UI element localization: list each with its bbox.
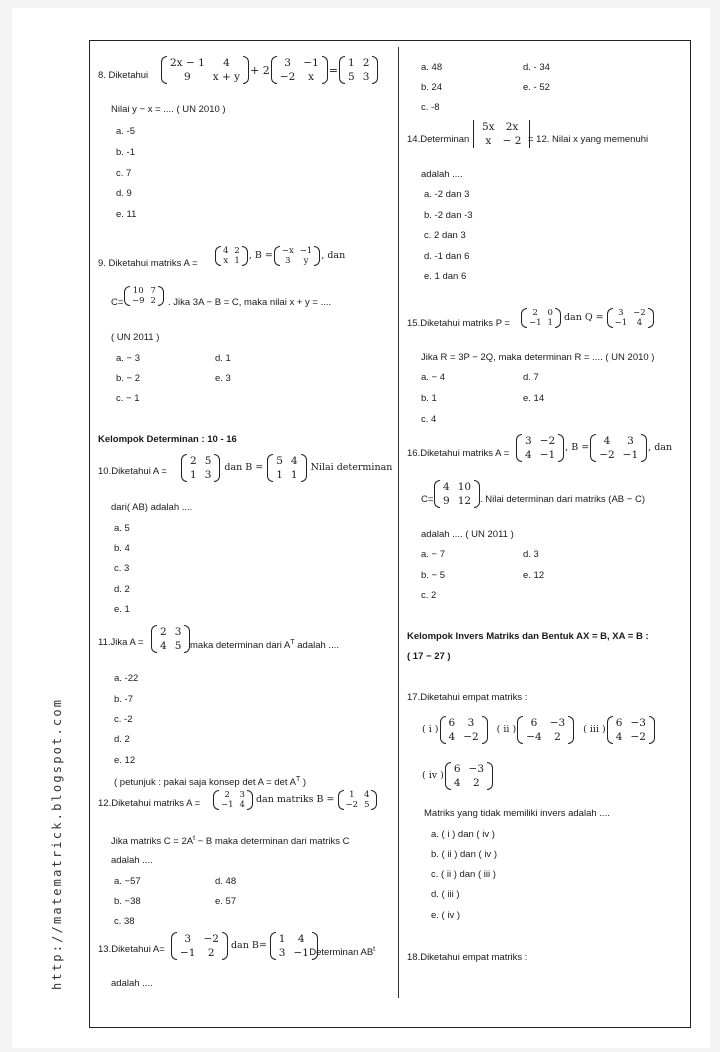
label: ( iv ) xyxy=(422,770,444,781)
matrix-cell: −1 xyxy=(622,449,639,461)
group-heading: Kelompok Determinan : 10 - 16 xyxy=(98,434,237,445)
option: e. 14 xyxy=(523,393,545,404)
matrix-cell: 5 xyxy=(204,455,212,467)
option: a. − 3 xyxy=(116,353,141,364)
matrix-cell: −1 xyxy=(539,449,556,461)
label: dan Q = xyxy=(563,312,604,323)
q17-question: Matriks yang tidak memiliki invers adalah .... xyxy=(424,808,610,819)
matrix xyxy=(521,308,561,328)
matrix-cell: 3 xyxy=(627,435,634,447)
q16-c-label: C= xyxy=(421,494,434,505)
matrix-cell: 3 xyxy=(184,933,192,945)
matrix xyxy=(151,625,190,653)
matrix-cell: 6 xyxy=(453,763,461,775)
q13-matrices xyxy=(170,932,319,960)
q16-label: 16.Diketahui matriks A = xyxy=(407,448,510,459)
matrix-cell: 9 xyxy=(184,71,191,83)
matrix xyxy=(434,480,480,508)
matrix-cell: 3 xyxy=(204,469,212,481)
matrix-cell: −2 xyxy=(345,800,359,810)
matrix-cell: 9 xyxy=(443,495,450,507)
matrix-cell: x + y xyxy=(212,71,241,83)
label: ( ii ) xyxy=(496,724,517,735)
matrix xyxy=(215,246,248,266)
option: a. -2 dan 3 xyxy=(424,189,470,200)
option: e. 1 dan 6 xyxy=(424,271,467,282)
matrix-cell: −3 xyxy=(549,717,566,729)
option: c. -2 xyxy=(114,714,133,725)
matrix-cell: 2 xyxy=(160,626,167,638)
option: b. 4 xyxy=(114,543,130,554)
label: , dan xyxy=(648,442,673,453)
matrix-cell: x xyxy=(223,256,229,266)
matrix-cell: −1 xyxy=(614,318,628,328)
matrix-cell: 1 xyxy=(278,933,286,945)
q10-label: 10.Diketahui A = xyxy=(98,466,167,477)
q8-question: Nilai y − x = .... ( UN 2010 ) xyxy=(111,104,226,115)
option: d. 7 xyxy=(523,372,539,383)
matrix-cell: −1 xyxy=(529,318,542,328)
option: d. 1 xyxy=(215,353,231,364)
option: d. 9 xyxy=(116,188,132,199)
option: b. − 5 xyxy=(421,570,446,581)
matrix-cell: 3 xyxy=(278,947,286,959)
matrix-cell: −1 xyxy=(299,246,313,256)
matrix-cell: −1 xyxy=(293,947,309,959)
matrix-cell: 1 xyxy=(276,469,283,481)
column-divider xyxy=(398,47,399,998)
q13-question-end: adalah .... xyxy=(111,978,153,989)
option: d. -1 dan 6 xyxy=(424,251,470,262)
label: dan matriks B = xyxy=(255,794,335,805)
matrix-cell: −x xyxy=(281,246,294,256)
q10-matrices xyxy=(180,454,392,482)
label: , dan xyxy=(321,250,346,261)
text: ( petunjuk : pakai saja konsep det A = det A xyxy=(114,777,296,789)
option: e. 3 xyxy=(215,373,231,384)
q17-matrices-row1 xyxy=(422,716,656,744)
matrix-cell: 4 xyxy=(364,790,370,800)
operator: = xyxy=(328,63,338,77)
matrix xyxy=(607,716,655,744)
matrix-cell: 5 xyxy=(174,640,182,652)
matrix-cell: 2 xyxy=(207,947,215,959)
q8-label: 8. Diketahui xyxy=(98,70,149,81)
matrix-cell: 6 xyxy=(448,717,456,729)
matrix-cell: − 2 xyxy=(502,135,522,147)
text: maka determinan dari A xyxy=(190,640,291,652)
matrix-cell: −1 xyxy=(221,800,234,810)
matrix-cell: −2 xyxy=(539,435,556,447)
q14-determinant xyxy=(472,120,531,148)
option: c. 4 xyxy=(421,414,437,425)
matrix-cell: x xyxy=(485,135,492,147)
q11-matrix xyxy=(150,625,191,653)
matrix-cell: −2 xyxy=(203,933,219,945)
option: c. − 1 xyxy=(116,393,140,404)
matrix-cell: 7 xyxy=(150,286,156,296)
label: ( iii ) xyxy=(583,724,606,735)
matrix xyxy=(274,246,320,266)
q15-question: Jika R = 3P − 2Q, maka determinan R = .... ( UN 2010 ) xyxy=(421,352,655,363)
matrix-cell: 3 xyxy=(467,717,475,729)
q16-matrices xyxy=(515,434,672,462)
q17-label: 17.Diketahui empat matriks : xyxy=(407,692,528,703)
matrix xyxy=(267,454,306,482)
option: b. 1 xyxy=(421,393,437,404)
option: e. 12 xyxy=(114,755,136,766)
matrix-cell: −4 xyxy=(526,731,542,743)
q9-c-matrix xyxy=(123,286,165,306)
option: b. − 2 xyxy=(116,373,141,384)
matrix-cell: 2 xyxy=(150,296,156,306)
matrix-cell: 4 xyxy=(443,481,450,493)
matrix xyxy=(440,716,488,744)
matrix xyxy=(171,932,228,960)
option: b. 24 xyxy=(421,82,443,93)
option: e. ( iv ) xyxy=(431,910,461,921)
label: Nilai determinan xyxy=(310,462,393,473)
option: e. 12 xyxy=(523,570,545,581)
matrix-cell: −2 xyxy=(633,308,646,318)
matrix xyxy=(161,56,249,84)
option: c. 38 xyxy=(114,916,135,927)
option: c. -8 xyxy=(421,102,440,113)
option: c. 3 xyxy=(114,563,130,574)
option: d. 3 xyxy=(523,549,539,560)
matrix xyxy=(213,790,253,810)
operator: + 2 xyxy=(250,63,270,77)
q17-matrices-row2 xyxy=(422,762,494,790)
matrix-cell: 5x xyxy=(482,121,495,133)
text: ) xyxy=(300,777,307,789)
option: c. 7 xyxy=(116,168,132,179)
superscript: t xyxy=(373,946,376,953)
matrix-cell: 4 xyxy=(453,777,461,789)
matrix-cell: 1 xyxy=(190,469,197,481)
superscript: t xyxy=(193,835,196,842)
matrix-cell: 2 xyxy=(472,777,480,789)
matrix-cell: 2x − 1 xyxy=(170,57,205,69)
matrix-cell: 3 xyxy=(362,71,370,83)
page-frame xyxy=(89,40,691,1028)
matrix-cell: 4 xyxy=(290,455,298,467)
determinant xyxy=(473,120,530,148)
q9-matrices xyxy=(214,246,345,266)
q16-source: adalah .... ( UN 2011 ) xyxy=(421,529,514,540)
label: dan B= xyxy=(230,940,267,951)
option: c. 2 xyxy=(421,590,437,601)
matrix xyxy=(271,56,328,84)
q10-question: dari( AB) adalah .... xyxy=(111,502,193,513)
option: d. 48 xyxy=(215,876,237,887)
option: a. − 7 xyxy=(421,549,446,560)
matrix-cell: 1 xyxy=(290,469,298,481)
q9-c-label: C= xyxy=(111,297,124,308)
matrix-cell: 5 xyxy=(348,71,355,83)
option: b. -2 dan -3 xyxy=(424,210,473,221)
matrix-cell: 12 xyxy=(457,495,472,507)
option: a. 48 xyxy=(421,62,443,73)
q15-label: 15.Diketahui matriks P = xyxy=(407,318,511,329)
q11-label: 11.Jika A = xyxy=(98,637,144,648)
option: d. ( iii ) xyxy=(431,889,460,900)
matrix-cell: 1 xyxy=(348,57,355,69)
q11-hint xyxy=(114,774,306,789)
superscript: T xyxy=(290,639,295,646)
q15-matrices xyxy=(520,308,655,328)
matrix-cell: 4 xyxy=(525,449,532,461)
matrix-cell: 10 xyxy=(457,481,472,493)
option: e. - 52 xyxy=(523,82,550,93)
text: adalah .... xyxy=(294,640,339,652)
label: ( i ) xyxy=(422,724,439,735)
matrix-cell: −2 xyxy=(279,71,296,83)
matrix-cell: 3 xyxy=(174,626,182,638)
matrix-cell: 4 xyxy=(297,933,305,945)
matrix-cell: −9 xyxy=(132,296,145,306)
option: b. -1 xyxy=(116,147,136,158)
matrix xyxy=(516,434,564,462)
matrix xyxy=(338,790,378,810)
q11-question xyxy=(190,637,339,652)
matrix xyxy=(607,308,654,328)
matrix-cell: 5 xyxy=(276,455,283,467)
group-heading: Kelompok Invers Matriks dan Bentuk AX = B, XA = B : xyxy=(407,631,649,642)
option: a. −57 xyxy=(114,876,141,887)
option: a. -22 xyxy=(114,673,139,684)
matrix-cell: 3 xyxy=(525,435,532,447)
matrix-cell: 2x xyxy=(505,121,519,133)
matrix-cell: 10 xyxy=(132,286,144,296)
matrix-cell: 3 xyxy=(239,790,245,800)
matrix-cell: 6 xyxy=(530,717,538,729)
side-watermark: http://matematrick.blogspot.com xyxy=(50,697,64,990)
q14-question: = 12. Nilai x yang memenuhi xyxy=(528,134,649,145)
matrix-cell: −1 xyxy=(180,947,196,959)
matrix-cell: 5 xyxy=(364,800,370,810)
q12-label: 12.Diketahui matriks A = xyxy=(98,798,201,809)
matrix-cell: −3 xyxy=(468,763,485,775)
matrix-cell: 4 xyxy=(448,731,456,743)
option: d. - 34 xyxy=(523,62,550,73)
text: − B maka determinan dari matriks C xyxy=(195,836,350,848)
option: c. ( ii ) dan ( iii ) xyxy=(431,869,496,880)
q13-label: 13.Diketahui A= xyxy=(98,944,165,955)
matrix-cell: 0 xyxy=(547,308,553,318)
matrix-cell: 3 xyxy=(618,308,624,318)
option: b. -7 xyxy=(114,694,134,705)
option: a. -5 xyxy=(116,126,136,137)
matrix-cell: 4 xyxy=(223,246,229,256)
matrix-cell: 4 xyxy=(223,57,230,69)
option: e. 57 xyxy=(215,896,237,907)
label: , B = xyxy=(565,442,590,453)
matrix-cell: 2 xyxy=(532,308,538,318)
option: d. 2 xyxy=(114,584,130,595)
option: b. ( ii ) dan ( iv ) xyxy=(431,849,497,860)
matrix-cell: 4 xyxy=(615,731,623,743)
matrix-cell: −2 xyxy=(599,449,615,461)
matrix-cell: 2 xyxy=(190,455,197,467)
q12-question xyxy=(111,833,349,848)
option: e. 11 xyxy=(116,209,137,220)
matrix-cell: −3 xyxy=(630,717,646,729)
matrix-cell: −2 xyxy=(463,731,479,743)
matrix-cell: y xyxy=(303,256,309,266)
matrix xyxy=(445,762,493,790)
option: e. 1 xyxy=(114,604,130,615)
label: , B = xyxy=(248,250,273,261)
matrix xyxy=(517,716,574,744)
q8-equation xyxy=(160,56,379,84)
text: Jika matriks C = 2A xyxy=(111,836,194,848)
matrix-cell: 4 xyxy=(636,318,643,328)
matrix-cell: 1 xyxy=(349,790,355,800)
q9-question: . Jika 3A − B = C, maka nilai x + y = .... xyxy=(168,297,332,308)
q16-question: . Nilai determinan dari matriks (AB − C) xyxy=(480,494,645,505)
matrix-cell: 4 xyxy=(603,435,611,447)
matrix-cell: −1 xyxy=(303,57,319,69)
text: . Determinan AB xyxy=(304,947,374,959)
matrix-cell: 3 xyxy=(284,57,291,69)
q14-question-end: adalah .... xyxy=(421,169,463,180)
matrix-cell: x xyxy=(308,71,314,83)
matrix-cell: 6 xyxy=(615,717,623,729)
option: c. 2 dan 3 xyxy=(424,230,466,241)
q9-source: ( UN 2011 ) xyxy=(111,332,160,343)
label: dan B = xyxy=(224,462,264,473)
matrix-cell: 4 xyxy=(239,800,245,810)
group-range: ( 17 − 27 ) xyxy=(407,651,451,662)
option: a. − 4 xyxy=(421,372,446,383)
q16-c-matrix xyxy=(433,480,481,508)
superscript: T xyxy=(295,776,301,783)
option: d. 2 xyxy=(114,734,130,745)
matrix-cell: 2 xyxy=(362,57,370,69)
option: a. ( i ) dan ( iv ) xyxy=(431,829,495,840)
matrix xyxy=(590,434,647,462)
q14-label: 14.Determinan xyxy=(407,134,470,145)
q13-question xyxy=(304,944,375,959)
matrix xyxy=(339,56,378,84)
matrix-cell: 3 xyxy=(285,256,291,266)
matrix-cell: −2 xyxy=(630,731,646,743)
q9-label: 9. Diketahui matriks A = xyxy=(98,258,198,269)
q12-matrices xyxy=(212,790,378,810)
matrix-cell: 2 xyxy=(224,790,230,800)
matrix-cell: 1 xyxy=(234,256,240,266)
q18-label: 18.Diketahui empat matriks : xyxy=(407,952,528,963)
matrix xyxy=(124,286,164,306)
matrix-cell: 1 xyxy=(547,318,553,328)
matrix xyxy=(181,454,220,482)
matrix-cell: 2 xyxy=(234,246,240,256)
matrix-cell: 4 xyxy=(160,640,167,652)
option: a. 5 xyxy=(114,523,130,534)
option: b. −38 xyxy=(114,896,141,907)
q12-question-end: adalah .... xyxy=(111,855,153,866)
matrix-cell: 2 xyxy=(554,731,561,743)
